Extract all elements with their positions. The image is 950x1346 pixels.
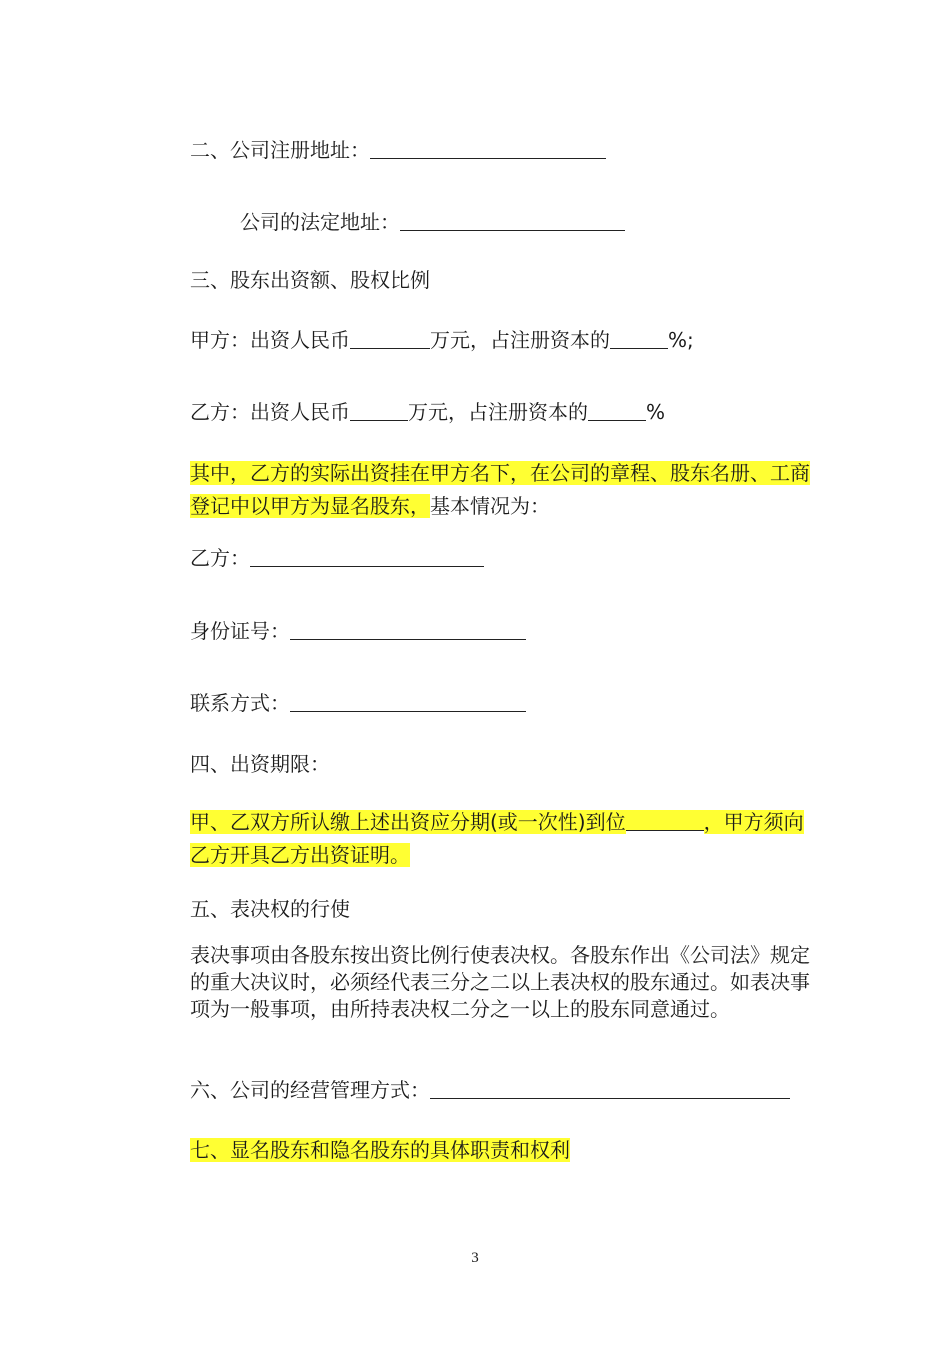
party-a-amount-blank bbox=[350, 326, 430, 349]
management-method-blank bbox=[430, 1076, 790, 1099]
section-7-heading: 七、显名股东和隐名股东的具体职责和权利 bbox=[190, 1138, 570, 1162]
nominee-note-highlighted: 其中，乙方的实际出资挂在甲方名下，在公司的章程、股东名册、工商登记中以甲方为显名股东， bbox=[190, 461, 810, 518]
section-5-heading: 五、表决权的行使 bbox=[190, 897, 350, 921]
section-6-heading: 六、公司的经营管理方式： bbox=[190, 1076, 790, 1104]
voting-rights-paragraph: 表决事项由各股东按出资比例行使表决权。各股东作出《公司法》规定的重大决议时，必须经代表三分之二以上表决权的股东通过。如表决事项为一般事项，由所持表决权二分之一以上的股东同意通过。 bbox=[190, 943, 810, 1021]
contact-blank bbox=[290, 689, 526, 712]
id-number-blank bbox=[290, 617, 526, 640]
party-b-amount-blank bbox=[350, 398, 408, 421]
section-3-heading: 三、股东出资额、股权比例 bbox=[190, 268, 430, 292]
party-b-name-blank bbox=[250, 544, 484, 567]
section-4-heading: 四、出资期限： bbox=[190, 752, 330, 776]
nominee-note-paragraph bbox=[145, 457, 810, 523]
registered-address-blank bbox=[370, 136, 606, 159]
party-b-name-line: 乙方： bbox=[190, 544, 484, 572]
nominee-note-rest: 基本情况为： bbox=[430, 494, 550, 518]
legal-address-blank bbox=[400, 208, 625, 231]
payment-date-blank bbox=[626, 810, 704, 831]
payment-term-paragraph: 甲、乙双方所认缴上述出资应分期(或一次性)到位 ，甲方须向乙方开具乙方出资证明。 bbox=[190, 810, 804, 867]
contact-line: 联系方式： bbox=[190, 689, 526, 717]
party-a-contribution: 甲方：出资人民币 万元，占注册资本的 %; bbox=[190, 328, 694, 352]
id-number-line: 身份证号： bbox=[190, 617, 526, 645]
legal-address-line: 公司的法定地址： bbox=[240, 208, 625, 236]
section-2-heading: 二、公司注册地址： bbox=[190, 136, 606, 164]
party-b-contribution: 乙方：出资人民币 万元，占注册资本的 % bbox=[190, 400, 666, 424]
page-number: 3 bbox=[471, 1250, 479, 1266]
party-b-percent-blank bbox=[588, 398, 646, 421]
party-a-percent-blank bbox=[610, 326, 668, 349]
